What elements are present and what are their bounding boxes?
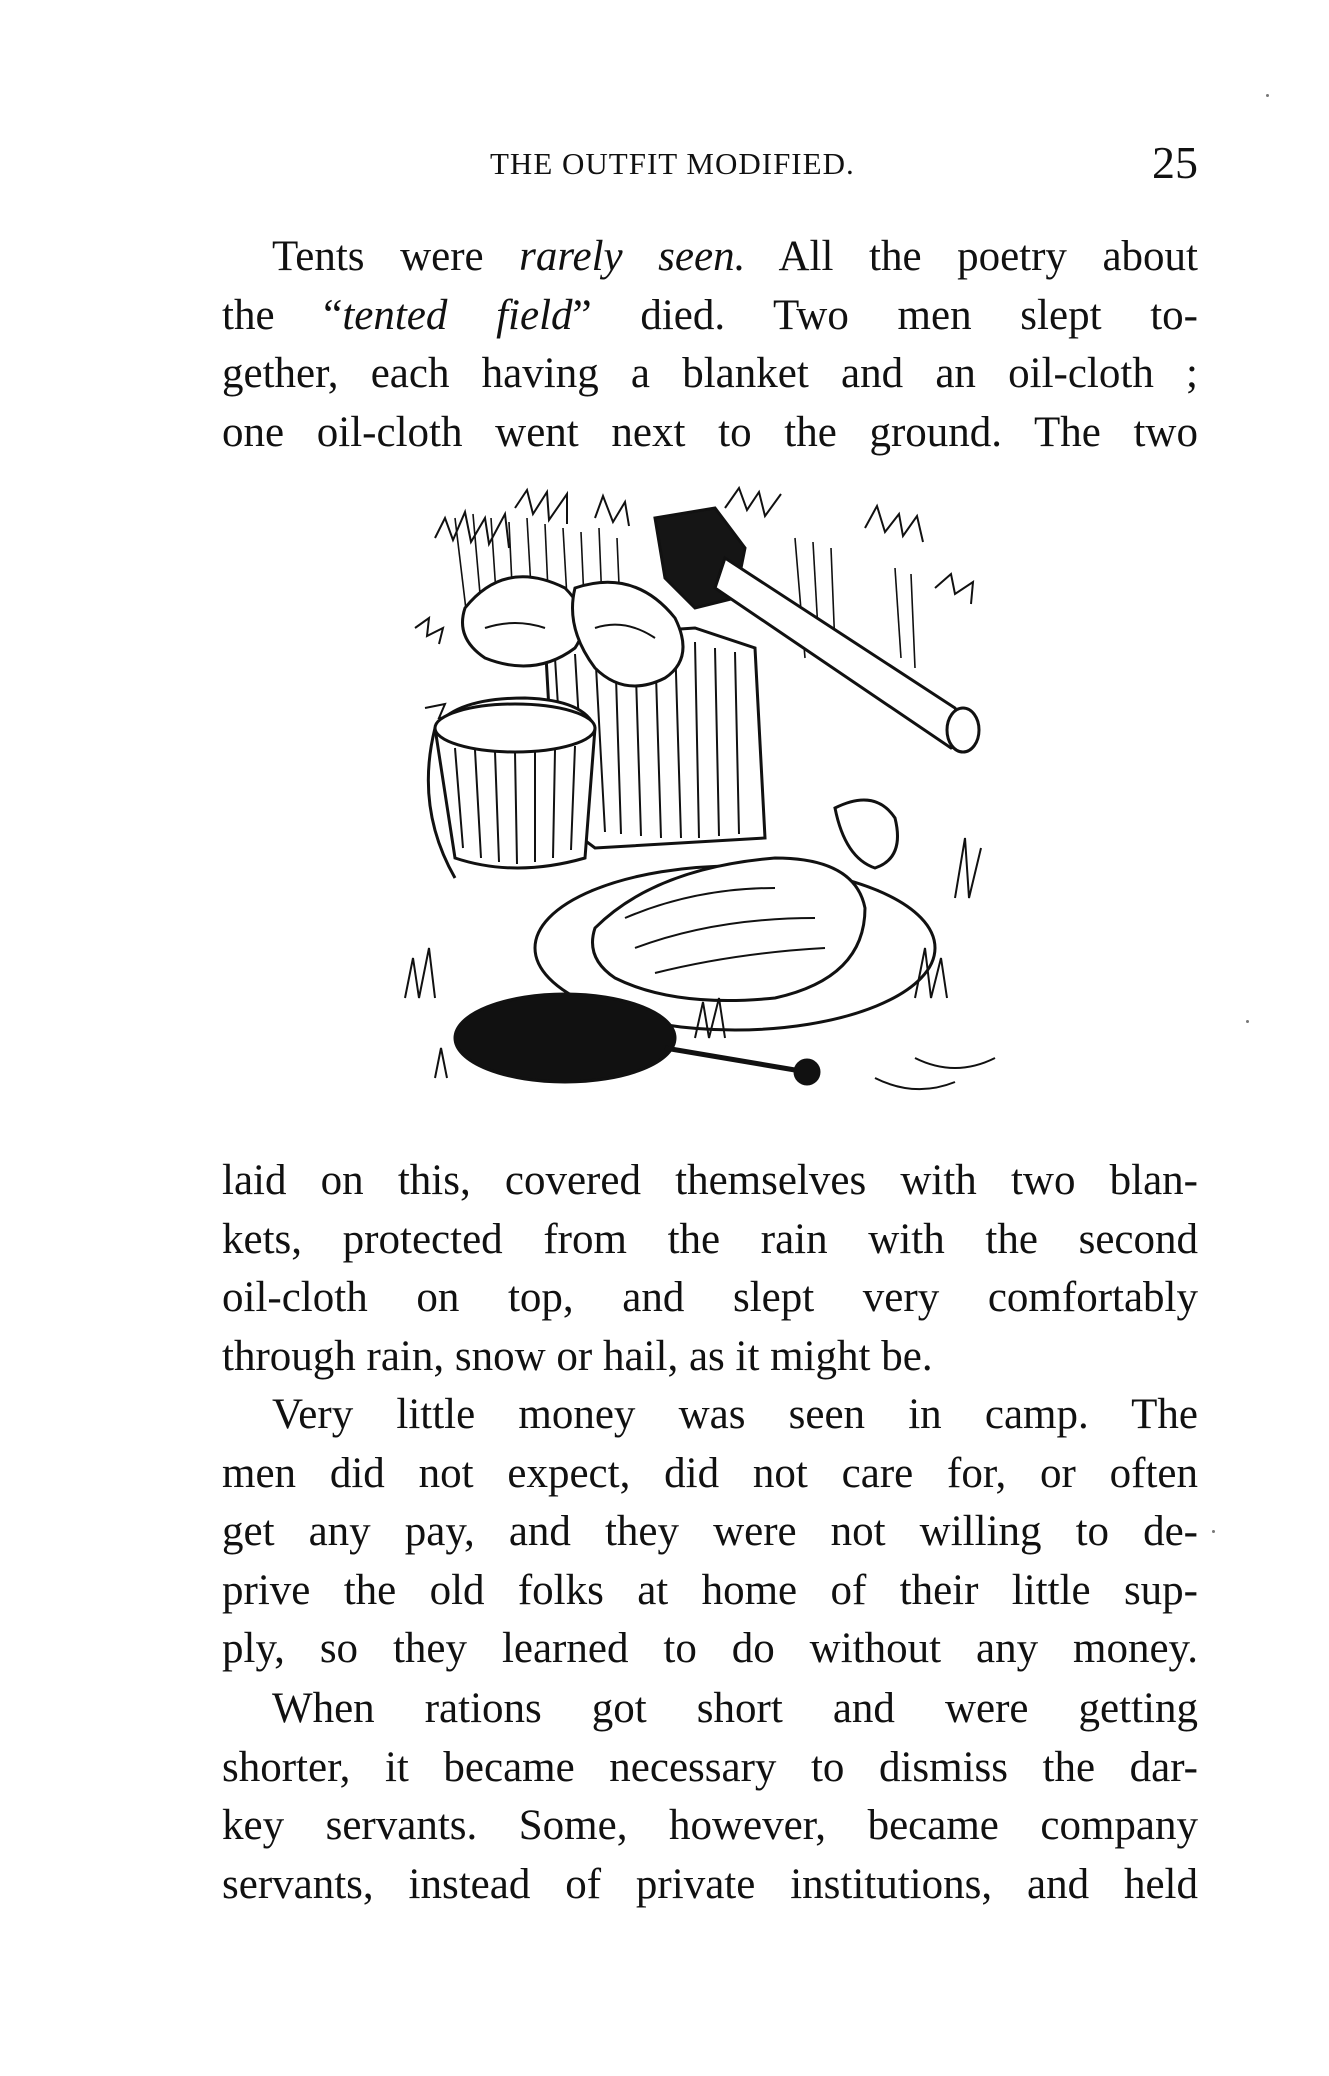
- text-line: kets, protected from the rain with the second: [222, 1215, 1198, 1263]
- text-line: the “tented field” died. Two men slept to-: [222, 291, 1198, 339]
- scan-speck: [1246, 1020, 1249, 1023]
- text-line: oil-cloth on top, and slept very comfortably: [222, 1274, 1198, 1321]
- italic-phrase: tented field: [342, 291, 573, 339]
- text-line: laid on this, covered themselves with two blan-: [222, 1157, 1198, 1204]
- running-title: THE OUTFIT MODIFIED.: [490, 146, 855, 181]
- text-line: prive the old folks at home of their little sup-: [222, 1566, 1198, 1614]
- page-number: 25: [1152, 137, 1198, 188]
- paragraph-3: [222, 1680, 1198, 1914]
- text-line: key servants. Some, however, became company: [222, 1802, 1198, 1849]
- text-line: ply, so they learned to do without any money.: [222, 1625, 1198, 1672]
- text-line: one oil-cloth went next to the ground. The two: [222, 408, 1198, 456]
- scan-speck: [1212, 1530, 1215, 1533]
- text-line: get any pay, and they were not willing to de-: [222, 1508, 1198, 1555]
- text-line: servants, instead of private institutions, and held: [222, 1860, 1198, 1908]
- text-line: Tents were rarely seen. All the poetry about: [272, 233, 1198, 280]
- camp-outfit-illustration: [395, 478, 1025, 1118]
- text-line: men did not expect, did not care for, or often: [222, 1449, 1198, 1497]
- text-line: Very little money was seen in camp. The: [272, 1391, 1198, 1438]
- bucket: [428, 698, 595, 878]
- paragraph-1-bottom: [222, 1152, 1198, 1386]
- paragraph-2: [222, 1386, 1198, 1679]
- text-line: through rain, snow or hail, as it might be.: [222, 1332, 933, 1380]
- text-line: When rations got short and were getting: [272, 1685, 1198, 1732]
- text-line: gether, each having a blanket and an oil-cloth ;: [222, 350, 1198, 397]
- text-line: shorter, it became necessary to dismiss the dar-: [222, 1743, 1198, 1791]
- running-head: [222, 137, 1198, 192]
- scan-speck: [1266, 94, 1269, 97]
- italic-phrase: rarely seen.: [519, 233, 746, 280]
- paragraph-1-top: [222, 228, 1198, 462]
